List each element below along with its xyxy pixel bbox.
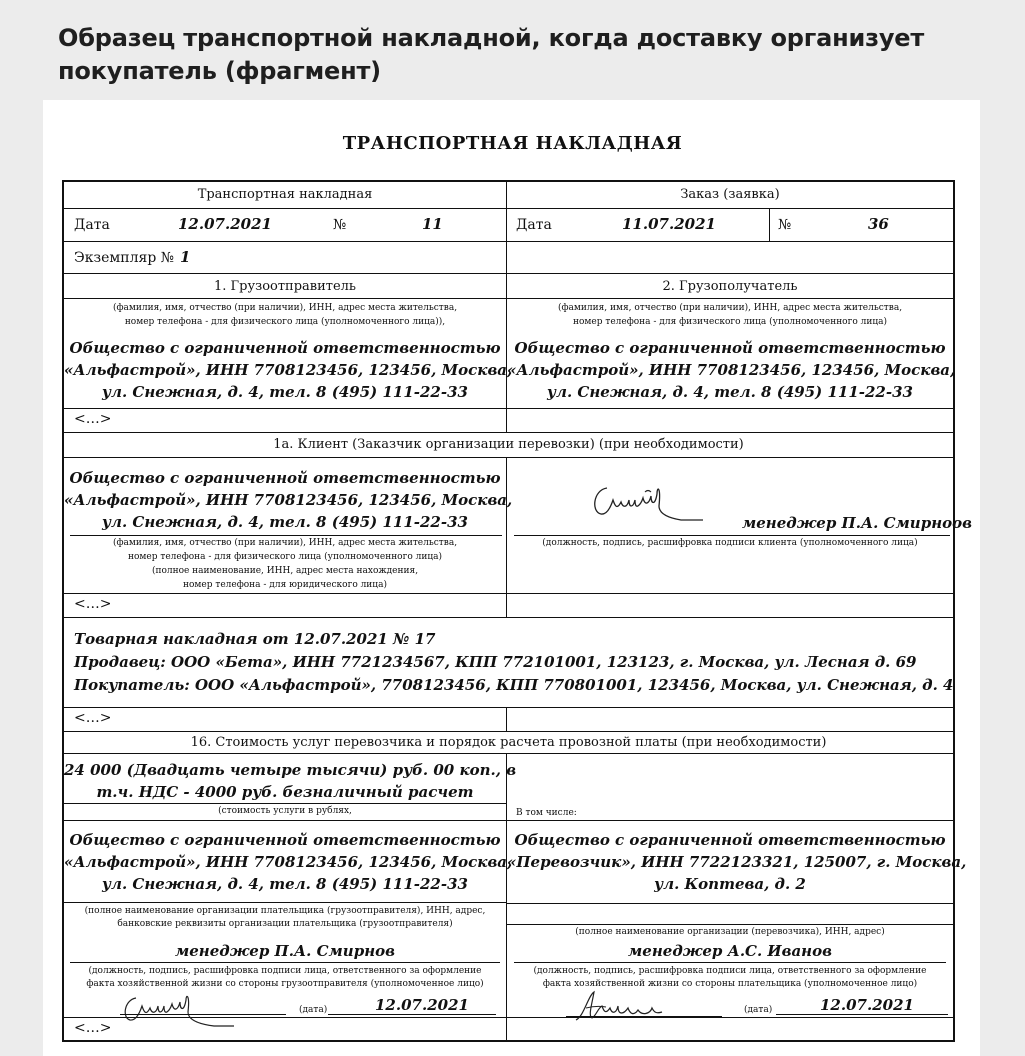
carrier-line-2: «Перевозчик», ИНН 7722123321, 125007, г. Москва, [507, 853, 967, 871]
left-signer-hint-1: (должность, подпись, расшифровка подписи лица, ответственного за оформление [88, 966, 482, 976]
ellipsis-4: <…> [74, 1020, 112, 1036]
page-heading: Образец транспортной накладной, когда доставку организует покупатель (фрагмент) [58, 24, 925, 85]
order-number: 36 [868, 215, 889, 233]
waybill-number: 11 [422, 215, 443, 233]
consignee-line-1: Общество с ограниченной ответственностью [514, 339, 946, 357]
left-signer: менеджер П.А. Смирнов [175, 942, 395, 960]
client-signer-hint: (должность, подпись, расшифровка подписи клиента (уполномоченного лица) [542, 538, 918, 548]
goods-line-1: Товарная накладная от 12.07.2021 № 17 [74, 630, 436, 648]
order-date-label: Дата [516, 217, 552, 233]
left-signer-hint-2: факта хозяйственной жизни со стороны грузоотправителя (уполномоченное лицо) [86, 979, 484, 989]
carrier-hint: (полное наименование организации (перевозчика), ИНН, адрес) [575, 927, 885, 937]
shipper-line-2: «Альфастрой», ИНН 7708123456, 123456, Москва, [64, 361, 513, 379]
payer-line-2: «Альфастрой», ИНН 7708123456, 123456, Москва, [64, 853, 513, 871]
waybill-number-label: № [333, 217, 347, 233]
including-label: В том числе: [516, 808, 577, 818]
ellipsis-2: <…> [74, 596, 112, 612]
shipper-hint-1: (фамилия, имя, отчество (при наличии), ИНН, адрес места жительства, [112, 303, 458, 313]
goods-line-3: Покупатель: ООО «Альфастрой», 7708123456, КПП 770801001, 123456, Москва, ул. Снежная, д. 4 [74, 676, 954, 694]
consignee-hint-1: (фамилия, имя, отчество (при наличии), ИНН, адрес места жительства, [557, 303, 903, 313]
waybill-title: Транспортная накладная [197, 187, 373, 202]
carrier-line-3: ул. Коптева, д. 2 [654, 875, 806, 893]
cost-amount-1: 24 000 (Двадцать четыре тысячи) руб. 00 коп., в [64, 761, 517, 779]
right-date-label: (дата) [744, 1005, 773, 1015]
left-signature [118, 990, 238, 1032]
right-signer-hint-1: (должность, подпись, расшифровка подписи лица, ответственного за оформление [533, 966, 927, 976]
order-date: 11.07.2021 [622, 215, 716, 233]
consignee-line-3: ул. Снежная, д. 4, тел. 8 (495) 111-22-33 [547, 383, 913, 401]
shipper-hint-2: номер телефона - для физического лица (уполномоченного лица)), [124, 317, 446, 327]
order-number-label: № [778, 217, 792, 233]
goods-line-2: Продавец: ООО «Бета», ИНН 7721234567, КПП 772101001, 123123, г. Москва, ул. Лесная д. 69 [74, 653, 917, 671]
waybill-date-label: Дата [74, 217, 110, 233]
client-line-3: ул. Снежная, д. 4, тел. 8 (495) 111-22-33 [102, 513, 468, 531]
payer-line-1: Общество с ограниченной ответственностью [69, 831, 501, 849]
waybill-date: 12.07.2021 [178, 215, 272, 233]
order-title: Заказ (заявка) [680, 187, 780, 202]
cost-title: 16. Стоимость услуг перевозчика и порядок расчета провозной платы (при необходимости) [190, 735, 827, 750]
payer-hint-2: банковские реквизиты организации плательщика (грузоотправителя) [117, 919, 453, 929]
payer-line-3: ул. Снежная, д. 4, тел. 8 (495) 111-22-33 [102, 875, 468, 893]
consignee-hint-2: номер телефона - для физического лица (уполномоченного лица) [573, 317, 887, 327]
ellipsis-1: <…> [74, 411, 112, 427]
copy-label: Экземпляр № [74, 250, 174, 266]
consignee-line-2: «Альфастрой», ИНН 7708123456, 123456, Москва, [507, 361, 956, 379]
client-title: 1а. Клиент (Заказчик организации перевозки) (при необходимости) [273, 437, 744, 452]
client-hint-3: (полное наименование, ИНН, адрес места нахождения, [151, 566, 419, 576]
client-signer: менеджер П.А. Смирноов [742, 514, 972, 532]
left-date: 12.07.2021 [375, 996, 469, 1014]
right-signer: менеджер А.С. Иванов [628, 942, 832, 960]
right-date: 12.07.2021 [820, 996, 914, 1014]
copy-number: 1 [180, 248, 191, 266]
client-line-2: «Альфастрой», ИНН 7708123456, 123456, Москва, [64, 491, 513, 509]
client-signature [585, 478, 710, 538]
client-line-1: Общество с ограниченной ответственностью [69, 469, 501, 487]
left-date-label: (дата) [299, 1005, 328, 1015]
client-hint-1: (фамилия, имя, отчество (при наличии), ИНН, адрес места жительства, [112, 538, 458, 548]
cost-amount-hint: (стоимость услуги в рублях, [218, 806, 352, 816]
payer-hint-1: (полное наименование организации плательщика (грузоотправителя), ИНН, адрес, [84, 906, 486, 916]
carrier-line-1: Общество с ограниченной ответственностью [514, 831, 946, 849]
consignee-title: 2. Грузополучатель [662, 279, 798, 294]
form-title: ТРАНСПОРТНАЯ НАКЛАДНАЯ [342, 133, 683, 154]
cost-amount-2: т.ч. НДС - 4000 руб. безналичный расчет [96, 783, 474, 801]
client-hint-4: номер телефона - для юридического лица) [183, 580, 387, 590]
shipper-line-3: ул. Снежная, д. 4, тел. 8 (495) 111-22-33 [102, 383, 468, 401]
ellipsis-3: <…> [74, 710, 112, 726]
shipper-line-1: Общество с ограниченной ответственностью [69, 339, 501, 357]
shipper-title: 1. Грузоотправитель [214, 279, 356, 294]
client-hint-2: номер телефона - для физического лица (уполномоченного лица) [128, 552, 442, 562]
right-signature [570, 986, 680, 1030]
right-signer-hint-2: факта хозяйственной жизни со стороны плательщика (уполномоченное лицо) [542, 979, 918, 989]
